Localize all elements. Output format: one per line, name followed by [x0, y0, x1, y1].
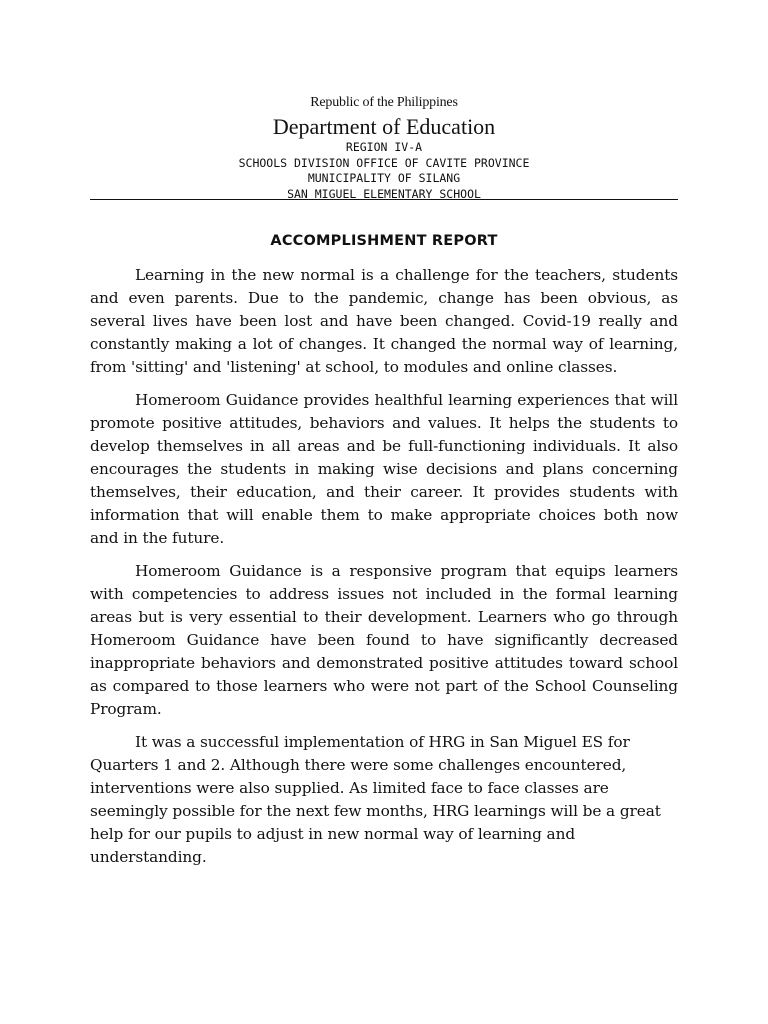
letterhead: [90, 94, 678, 202]
header-divider: [90, 199, 678, 200]
paragraph-1: Learning in the new normal is a challenge for the teachers, students and even parents. Due to the pandemic, change has been obvious, as several lives have been lost and have been changed. Covid-19 really and constantly making a lot of changes. It changed the normal way of learning, from 'sitting' and 'listening' at school, to modules and online classes.: [90, 266, 678, 376]
paragraph-4: It was a successful implementation of HRG in San Miguel ES for Quarters 1 and 2. Although there were some challenges encountered, interventions were also supplied. As limited face to face classes are seemingly possible for the next few months, HRG learnings will be a great help for our pupils to adjust in new normal way of learning and understanding.: [90, 733, 661, 866]
report-title: ACCOMPLISHMENT REPORT: [270, 233, 498, 249]
paragraph-3: Homeroom Guidance is a responsive program that equips learners with competencies to address issues not included in the formal learning areas but is very essential to their development. Learners who go through Homeroom Guidance have been found to have significantly decreased inappropriate behaviors and demonstrated positive attitudes toward school as compared to those learners who were not part of the School Counseling Program.: [90, 562, 678, 718]
region-line: REGION IV-A: [345, 140, 423, 154]
department-name: Department of Education: [272, 114, 496, 139]
paragraph-2: Homeroom Guidance provides healthful learning experiences that will promote positive attitudes, behaviors and values. It helps the students to develop themselves in all areas and be full-functioning individuals. It also encourages the students in making wise decisions and plans concerning themselves, their education, and their career. It provides students with information that will enable them to make appropriate choices both now and in the future.: [90, 391, 678, 547]
municipality-line: MUNICIPALITY OF SILANG: [307, 171, 461, 185]
report-body: [90, 264, 678, 879]
school-line: SAN MIGUEL ELEMENTARY SCHOOL: [287, 186, 481, 201]
division-line: SCHOOLS DIVISION OFFICE OF CAVITE PROVINCE: [238, 155, 530, 170]
republic-line: Republic of the Philippines: [310, 95, 458, 110]
